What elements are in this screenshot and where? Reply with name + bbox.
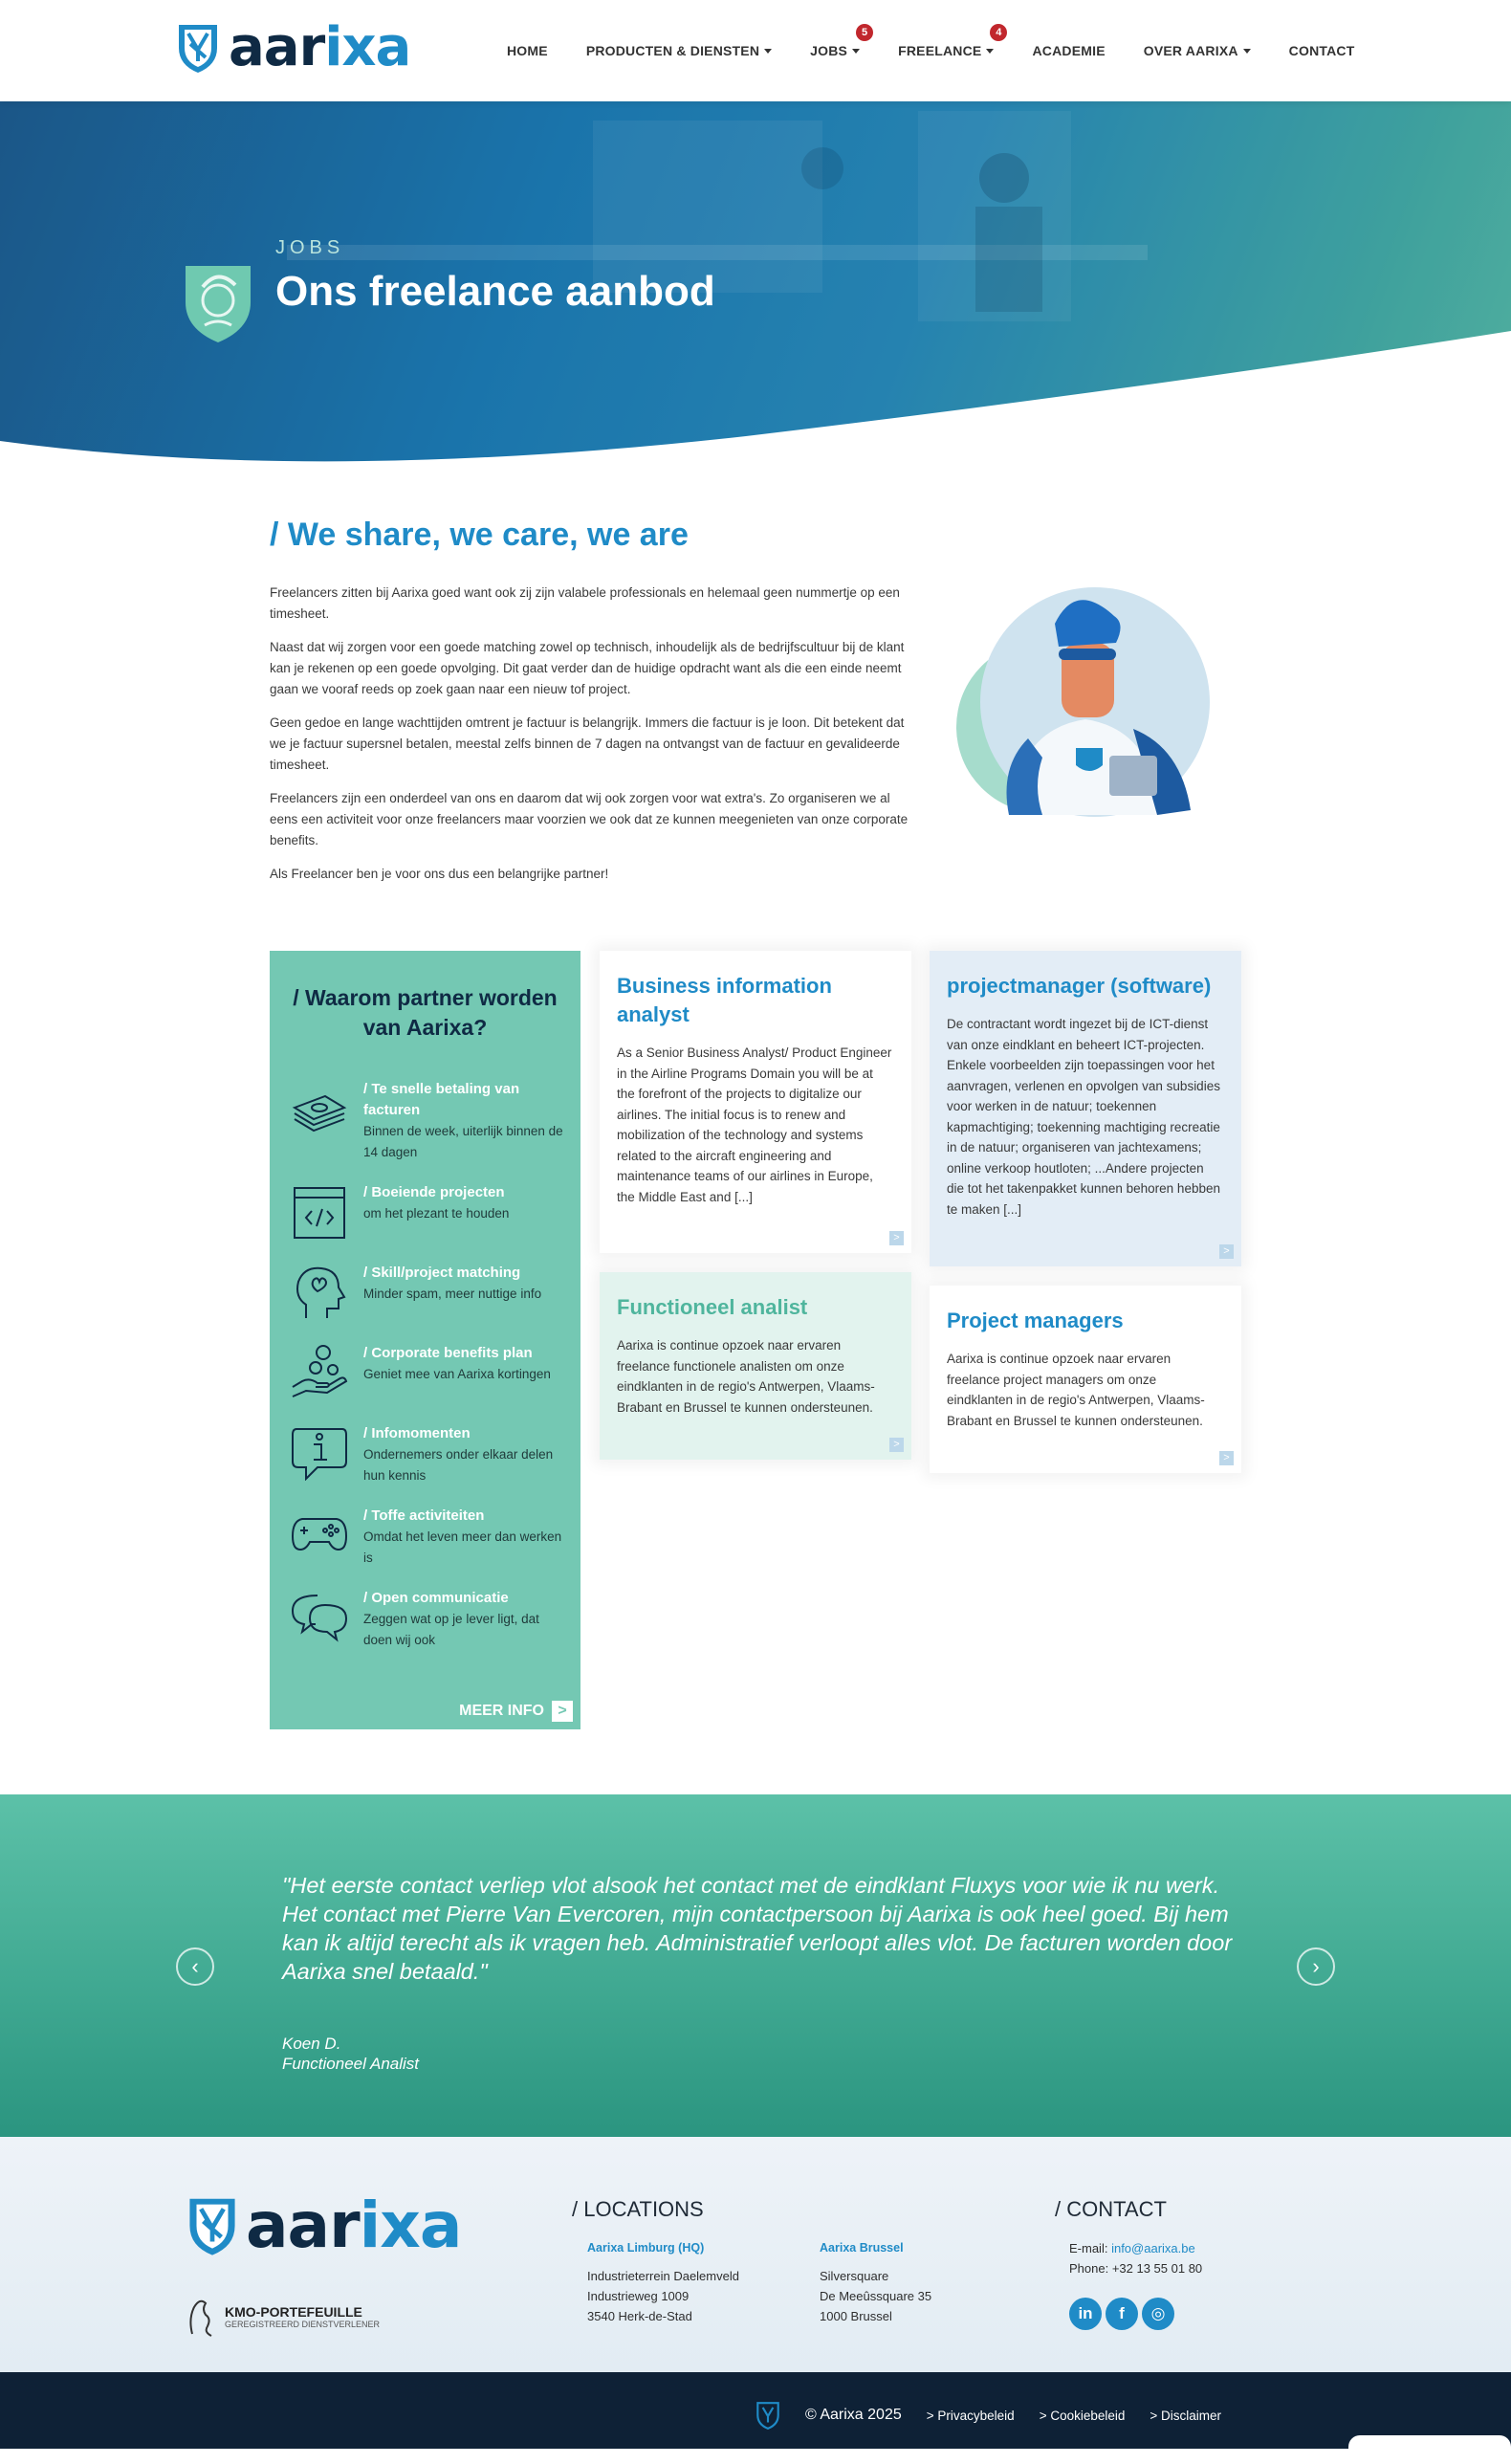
bottom-bar — [0, 2372, 1511, 2449]
why-partner-box — [270, 951, 580, 1729]
cookie-widget-tab[interactable] — [1348, 2435, 1511, 2464]
freelancer-avatar-icon — [182, 262, 254, 344]
chevron-down-icon — [764, 49, 772, 54]
intro-section — [270, 517, 910, 897]
aarixa-shield-icon — [756, 2401, 780, 2430]
site-footer — [0, 2137, 1511, 2372]
nav-producten-diensten[interactable]: PRODUCTEN & DIENSTEN — [567, 43, 791, 58]
site-header — [0, 0, 1511, 101]
superhero-mascot-illustration — [952, 585, 1219, 825]
chevron-left-icon: ‹ — [191, 1954, 199, 1978]
contact-info: E-mail: info@aarixa.be Phone: +32 13 55 01 80 — [1069, 2238, 1202, 2278]
carousel-next-button[interactable] — [1297, 1947, 1335, 1986]
aarixa-shield-icon — [185, 2194, 240, 2257]
nav-home[interactable]: HOME — [507, 43, 548, 58]
job-card-description: Aarixa is continue opzoek naar ervaren freelance functionele analisten om onze eindklanten in de regio's Antwerpen, Vlaams-Brabant en Brussel te kunnen ondersteunen. — [617, 1338, 875, 1415]
intro-paragraph: Geen gedoe en lange wachttijden omtrent je factuur is belangrijk. Immers die factuur is je loon. Dit betekent dat we je factuur supersnel betalen, meestal zelfs binnen de 7 dagen na ontvangst van de factuur en gevalideerde timesheet. — [270, 715, 905, 772]
job-card-title[interactable]: Functioneel analist — [617, 1295, 808, 1319]
info-bubble-icon — [289, 1423, 350, 1481]
aarixa-logo[interactable] — [175, 16, 411, 78]
arrow-right-icon[interactable]: > — [889, 1231, 904, 1245]
job-card-title[interactable]: Business information analyst — [617, 974, 832, 1026]
copyright: © Aarixa 2025 — [805, 2407, 902, 2423]
aarixa-shield-icon — [175, 21, 221, 75]
nav-freelance[interactable]: FREELANCE 4 — [879, 43, 1013, 58]
email-link[interactable]: info@aarixa.be — [1111, 2241, 1195, 2255]
testimonial-carousel — [0, 1794, 1511, 2137]
why-item: / Corporate benefits plan Geniet mee van Aarixa kortingen — [289, 1343, 571, 1400]
phone-number: Phone: +32 13 55 01 80 — [1069, 2261, 1203, 2276]
job-card[interactable] — [600, 951, 911, 1253]
freelance-count-badge: 4 — [990, 24, 1007, 41]
locations-heading: / LOCATIONS — [572, 2197, 704, 2221]
arrow-right-icon[interactable]: > — [1219, 1244, 1234, 1259]
job-card-description: As a Senior Business Analyst/ Product Engineer in the Airline Programs Domain you will be at the forefront of the projects to digitalize our airlines. The initial focus is to renew and mobilization of the technology and systems related to the aircraft engineering and maintenance teams of our airlines in Europe, the Middle East and [...] — [617, 1045, 892, 1204]
job-card[interactable] — [930, 1286, 1241, 1473]
hero-subtitle: JOBS — [275, 237, 345, 258]
hand-coins-icon — [289, 1343, 350, 1400]
location-name[interactable]: Aarixa Brussel — [820, 2241, 904, 2255]
footer-logo[interactable] — [185, 2189, 462, 2262]
privacy-link[interactable]: > Privacybeleid — [926, 2408, 1015, 2423]
linkedin-icon[interactable]: in — [1069, 2298, 1102, 2330]
gamepad-icon — [289, 1506, 350, 1563]
job-card[interactable] — [600, 1272, 911, 1460]
job-card-description: De contractant wordt ingezet bij de ICT-dienst van onze eindklant en beheert ICT-projecten. Enkele voorbeelden zijn toepassingen voor het aanvragen, verlenen en opvolgen van subsidies voor werken in de natuur; toekennen kapmachtiging; toekenning machtiging recreatie in de natuur; organiseren van jachtexamens; online verkoop houtloten; ...Andere projecten die tot het takenpakket kunnen behoren hebben te maken [...] — [947, 1017, 1220, 1217]
why-item: / Boeiende projecten om het plezant te houden — [289, 1182, 571, 1240]
logo-wordmark: aarixa — [246, 2189, 462, 2262]
logo-wordmark: aarixa — [229, 16, 411, 78]
intro-paragraph: Naast dat wij zorgen voor een goede matching zowel op technisch, inhoudelijk als de bedrijfscultuur bij de klant kan je rekenen op een goede opvolging. Dit gaat verder dan de huidige opdracht want als die een einde neemt gaan we vooraf reeds op zoek gaan naar een nieuw tof project. — [270, 640, 905, 696]
contact-heading: / CONTACT — [1055, 2197, 1167, 2221]
chevron-down-icon — [1243, 49, 1251, 54]
disclaimer-link[interactable]: > Disclaimer — [1150, 2408, 1222, 2423]
why-item: / Skill/project matching Minder spam, meer nuttige info — [289, 1263, 571, 1320]
meer-info-button[interactable]: MEER INFO > — [459, 1701, 573, 1722]
facebook-icon[interactable]: f — [1106, 2298, 1138, 2330]
nav-over-aarixa[interactable]: OVER AARIXA — [1125, 43, 1270, 58]
arrow-right-icon[interactable]: > — [889, 1438, 904, 1452]
intro-heading: / We share, we care, we are — [270, 517, 689, 553]
testimonial-quote: "Het eerste contact verliep vlot alsook het contact met de eindklant Fluxys voor wie ik nu werk. Het contact met Pierre Van Evercoren, mijn contactpersoon bij Aarixa is ook heel goed. Bij hem kan ik altijd terecht als ik vragen heb. Administratief verloopt alles vlot. De facturen worden door Aarixa snel betaald." — [282, 1873, 1233, 1984]
hero-banner — [0, 101, 1511, 478]
money-stack-icon — [289, 1079, 350, 1133]
main-nav — [488, 0, 1373, 101]
job-card-title[interactable]: projectmanager (software) — [947, 974, 1212, 998]
nav-contact[interactable]: CONTACT — [1288, 43, 1355, 58]
nav-jobs[interactable]: JOBS 5 — [791, 43, 879, 58]
flemish-lion-icon — [185, 2296, 219, 2338]
chevron-down-icon — [986, 49, 994, 54]
why-item: / Te snelle betaling van facturen Binnen de week, uiterlijk binnen de 14 dagen — [289, 1079, 571, 1163]
why-item: / Infomomenten Ondernemers onder elkaar delen hun kennis — [289, 1423, 571, 1486]
intro-paragraph: Freelancers zitten bij Aarixa goed want ook zij zijn valabele professionals en helemaal geen nummertje op een timesheet. — [270, 585, 900, 621]
intro-paragraph: Freelancers zijn een onderdeel van ons en daarom dat wij ook zorgen voor wat extra's. Zo organiseren we al eens een activiteit voor onze freelancers maar voorzien we ook dat ze kunnen meegenieten van onze corporate benefits. — [270, 791, 909, 847]
testimonial-author — [282, 2034, 419, 2074]
head-heart-icon — [289, 1263, 350, 1320]
chevron-down-icon — [852, 49, 860, 54]
cookie-link[interactable]: > Cookiebeleid — [1039, 2408, 1126, 2423]
nav-academie[interactable]: ACADEMIE — [1032, 43, 1106, 58]
jobs-count-badge: 5 — [856, 24, 873, 41]
why-item: / Toffe activiteiten Omdat het leven meer dan werken is — [289, 1506, 571, 1569]
chat-bubbles-icon — [289, 1588, 350, 1645]
code-window-icon — [289, 1182, 350, 1240]
job-card-title[interactable]: Project managers — [947, 1309, 1124, 1332]
carousel-prev-button[interactable] — [176, 1947, 214, 1986]
page-title: Ons freelance aanbod — [275, 268, 715, 315]
chevron-right-icon: › — [1312, 1954, 1320, 1978]
instagram-icon[interactable]: ◎ — [1142, 2298, 1174, 2330]
why-heading: / Waarom partner worden van Aarixa? — [293, 985, 558, 1040]
arrow-right-icon: > — [552, 1701, 573, 1722]
intro-paragraph: Als Freelancer ben je voor ons dus een belangrijke partner! — [270, 867, 609, 881]
testimonial-author-name: Koen D. — [282, 2035, 341, 2053]
job-card-description: Aarixa is continue opzoek naar ervaren freelance project managers om onze eindklanten in de regio's Antwerpen, Vlaams-Brabant en Brussel te kunnen ondersteunen. — [947, 1352, 1205, 1428]
location-name[interactable]: Aarixa Limburg (HQ) — [587, 2241, 705, 2255]
why-item: / Open communicatie Zeggen wat op je lever ligt, dat doen wij ook — [289, 1588, 571, 1651]
location-limburg: Aarixa Limburg (HQ) Industrieterrein Daelemveld Industrieweg 1009 3540 Herk-de-Stad — [587, 2238, 739, 2326]
arrow-right-icon[interactable]: > — [1219, 1451, 1234, 1465]
kmo-portefeuille-badge[interactable]: KMO-PORTEFEUILLE GEREGISTREERD DIENSTVERLENER — [185, 2296, 380, 2338]
testimonial-author-role: Functioneel Analist — [282, 2055, 420, 2073]
job-card[interactable] — [930, 951, 1241, 1266]
social-links — [1069, 2298, 1174, 2330]
location-brussel: Aarixa Brussel Silversquare De Meeûssquare 35 1000 Brussel — [820, 2238, 931, 2326]
